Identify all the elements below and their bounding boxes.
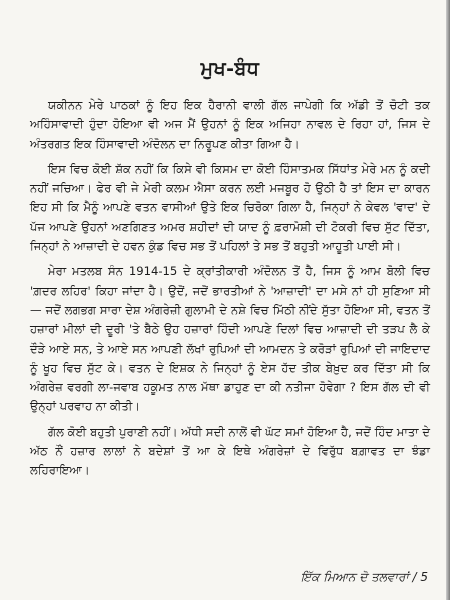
paragraph-3: ਮੇਰਾ ਮਤਲਬ ਸੰਨ 1914-15 ਦੇ ਕ੍ਰਾਂਤੀਕਾਰੀ ਅੰਦੋਲਨ ਤੋਂ ਹੈ, ਜਿਸ ਨੂੰ ਆਮ ਬੋਲੀ ਵਿਚ 'ਗ਼ਦਰ ਲਹਿਰ' ਕਿਹਾ ਜਾਂਦਾ ਹੈ। ਉਦੋਂ, ਜਦੋਂ ਭਾਰਤੀਆਂ ਨੇ 'ਆਜ਼ਾਦੀ' ਦਾ ਮਸੇ ਨਾਂ ਹੀ ਸੁਣਿਆ ਸੀ — ਜਦੋਂ ਲਗਭਗ ਸਾਰਾ ਦੇਸ਼ ਅੰਗਰੇਜ਼ੀ ਗੁਲਾਮੀ ਦੇ ਨਸ਼ੇ ਵਿਚ ਮਿੱਠੀ ਨੀਂਦੇ ਸੁੱਤਾ ਹੋਇਆ ਸੀ, ਵਤਨ ਤੋਂ ਹਜ਼ਾਰਾਂ ਮੀਲਾਂ ਦੀ ਦੂਰੀ 'ਤੇ ਬੈਠੇ ਉਹ ਹਜ਼ਾਰਾਂ ਹਿੰਦੀ ਆਪਣੇ ਦਿਲਾਂ ਵਿਚ ਆਜ਼ਾਦੀ ਦੀ ਤੜਪ ਲੈ ਕੇ ਦੌੜੇ ਆਏ ਸਨ, ਤੇ ਆਏ ਸਨ ਆਪਣੀ ਲੱਖਾਂ ਰੁਪਿਆਂ ਦੀ ਆਮਦਨ ਤੇ ਕਰੋੜਾਂ ਰੁਪਿਆਂ ਦੀ ਜਾਇਦਾਦ ਨੂੰ ਖੂਹ ਵਿਚ ਸੁੱਟ ਕੇ। ਵਤਨ ਦੇ ਇਸ਼ਕ ਨੇ ਜਿਨ੍ਹਾਂ ਨੂੰ ਏਸ ਹੱਦ ਤੀਕ ਬੇਖ਼ੁਦ ਕਰ ਦਿੱਤਾ ਸੀ ਕਿ ਅੰਗਰੇਜ਼ ਵਰਗੀ ਲਾ-ਜਵਾਬ ਹਕੂਮਤ ਨਾਲ ਮੱਥਾ ਡਾਹੁਣ ਦਾ ਕੀ ਨਤੀਜਾ ਹੋਵੇਗਾ ? ਇਸ ਗੱਲ ਦੀ ਵੀ ਉਨ੍ਹਾਂ ਪਰਵਾਹ ਨਾ ਕੀਤੀ। [30,264,430,414]
paragraph-1: ਯਕੀਨਨ ਮੇਰੇ ਪਾਠਕਾਂ ਨੂੰ ਇਹ ਇਕ ਹੈਰਾਨੀ ਵਾਲੀ ਗੱਲ ਜਾਪੇਗੀ ਕਿ ਅੱਡੀ ਤੋਂ ਚੋਟੀ ਤਕ ਅਹਿੰਸਾਵਾਦੀ ਹੁੰਦਾ ਹੋਇਆ ਵੀ ਅਜ ਮੈਂ ਉਹਨਾਂ ਨੂੰ ਇਕ ਅਜਿਹਾ ਨਾਵਲ ਦੇ ਰਿਹਾ ਹਾਂ, ਜਿਸ ਦੇ ਅੰਤਰਗਤ ਇਕ ਹਿੰਸਾਵਾਦੀ ਅੰਦੋਲਨ ਦਾ ਨਿਰੂਪਣ ਕੀਤਾ ਗਿਆ ਹੈ। [30,98,430,151]
page-footer: ਇੱਕ ਮਿਆਨ ਦੋ ਤਲਵਾਰਾਂ / 5 [300,570,428,584]
paragraph-4: ਗੱਲ ਕੋਈ ਬਹੁਤੀ ਪੁਰਾਣੀ ਨਹੀਂ। ਅੱਧੀ ਸਦੀ ਨਾਲੋਂ ਵੀ ਘੱਟ ਸਮਾਂ ਹੋਇਆ ਹੈ, ਜਦੋਂ ਹਿੰਦ ਮਾਤਾ ਦੇ ਅੱਠ ਨੌਂ ਹਜ਼ਾਰ ਲਾਲਾਂ ਨੇ ਬਦੇਸ਼ਾਂ ਤੋਂ ਆ ਕੇ ਇਥੇ ਅੰਗਰੇਜ਼ਾਂ ਦੇ ਵਿਰੁੱਧ ਬਗ਼ਾਵਤ ਦਾ ਝੰਡਾ ਲਹਿਰਾਇਆ। [30,424,430,478]
paragraph-2: ਇਸ ਵਿਚ ਕੋਈ ਸ਼ੱਕ ਨਹੀਂ ਕਿ ਕਿਸੇ ਵੀ ਕਿਸਮ ਦਾ ਕੋਈ ਹਿੰਸਾਤਮਕ ਸਿੱਧਾਂਤ ਮੇਰੇ ਮਨ ਨੂੰ ਕਦੀ ਨਹੀਂ ਜਚਿਆ। ਫੇਰ ਵੀ ਜੇ ਮੇਰੀ ਕਲਮ ਐਸਾ ਕਰਨ ਲਈ ਮਜਬੂਰ ਹੋ ਉਠੀ ਹੈ ਤਾਂ ਇਸ ਦਾ ਕਾਰਨ ਇਹ ਸੀ ਕਿ ਮੈਨੂੰ ਆਪਣੇ ਵਤਨ ਵਾਸੀਆਂ ਉਤੇ ਇਕ ਚਿਰੋਕਾ ਗਿਲਾ ਹੈ, ਜਿਨ੍ਹਾਂ ਨੇ ਕੇਵਲ 'ਵਾਦ' ਦੇ ਪੱਜ ਆਪਣੇ ਉਹਨਾਂ ਅਣਗਿਣਤ ਅਮਰ ਸ਼ਹੀਦਾਂ ਦੀ ਯਾਦ ਨੂੰ ਫ਼ਰਾਮੋਸ਼ੀ ਦੀ ਟੋਕਰੀ ਵਿਚ ਸੁੱਟ ਦਿੱਤਾ, ਜਿਨ੍ਹਾਂ ਨੇ ਆਜ਼ਾਦੀ ਦੇ ਹਵਨ ਕੁੰਡ ਵਿਚ ਸਭ ਤੋਂ ਪਹਿਲਾਂ ਤੇ ਸਭ ਤੋਂ ਬਹੁਤੀ ਆਹੂਤੀ ਪਾਈ ਸੀ। [30,161,430,254]
page-title: ਮੁਖ-ਬੰਧ [200,58,260,80]
page-edge [446,0,450,600]
